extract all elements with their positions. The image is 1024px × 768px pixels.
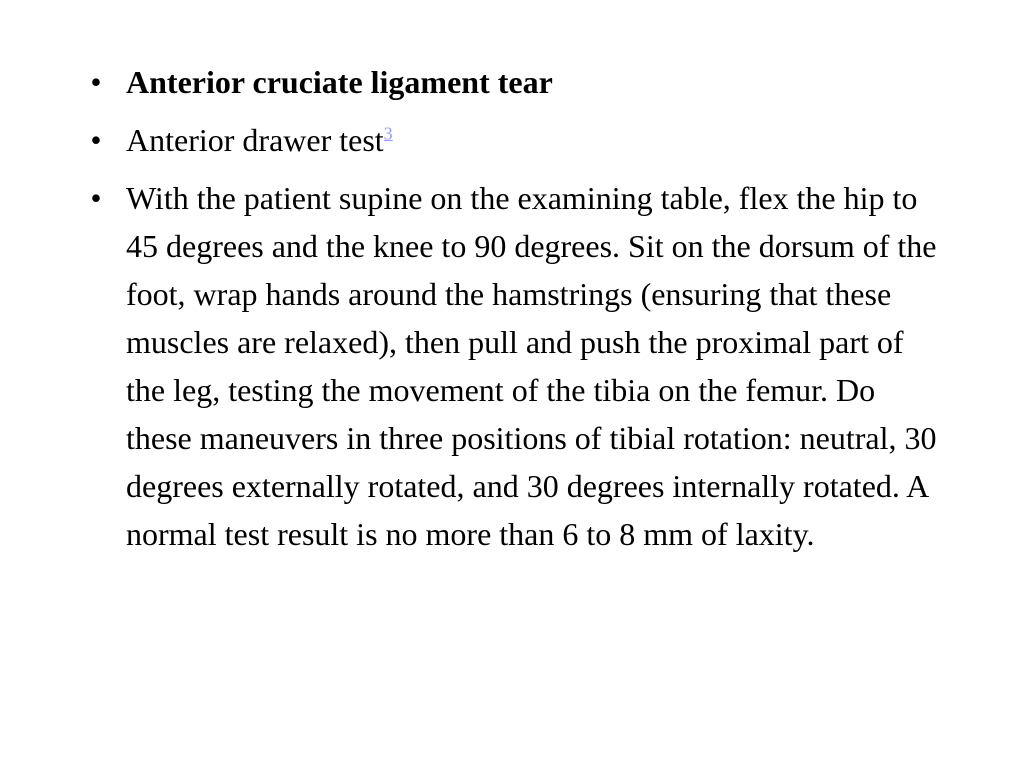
bullet-icon: •	[90, 64, 102, 100]
test-name-text: Anterior drawer test	[126, 122, 384, 158]
bullet-item-heading	[84, 58, 944, 106]
bullet-item-test-name	[84, 116, 944, 164]
bullet-item-procedure	[84, 174, 944, 558]
bullet-icon: •	[90, 180, 102, 216]
heading-text: Anterior cruciate ligament tear	[126, 64, 553, 100]
bullet-icon: •	[90, 122, 102, 158]
procedure-text: With the patient supine on the examining table, flex the hip to 45 degrees and the knee to 90 degrees. Sit on the dorsum of the foot, wrap hands around the hamstrings (ensuring that these muscles are relaxed), then pull and push the proximal part of the leg, testing the movement of the tibia on the femur. Do these maneuvers in three positions of tibial rotation: neutral, 30 degrees externally rotated, and 30 degrees internally rotated. A normal test result is no more than 6 to 8 mm of laxity.	[126, 180, 937, 552]
bullet-list	[84, 58, 944, 568]
reference-link[interactable]: 3	[383, 123, 393, 144]
